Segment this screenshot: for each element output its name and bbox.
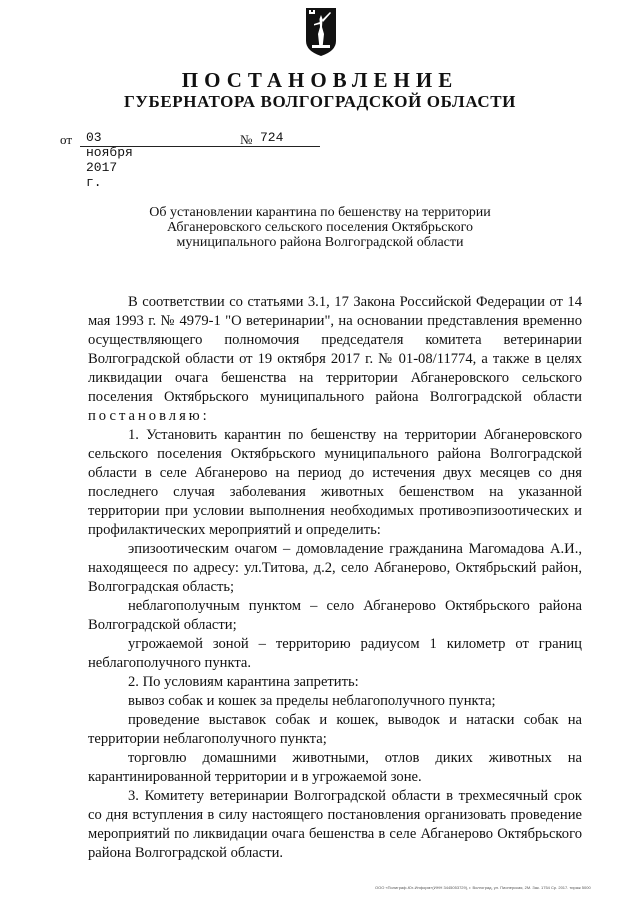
subject-line: Об установлении карантина по бешенству на территории xyxy=(149,205,491,220)
document-body xyxy=(88,293,582,863)
emblem xyxy=(305,7,337,57)
item-1-focus: эпизоотическим очагом – домовладение гражданина Магомадова А.И., находящееся по адресу: ул.Титова, д.2, село Абганерово, Октябрьский район, Волгоградская область; xyxy=(88,541,582,595)
subject-line: муниципального района Волгоградской области xyxy=(176,235,464,250)
document-subject xyxy=(120,205,520,250)
document-subtitle: ГУБЕРНАТОРА ВОЛГОГРАДСКОЙ ОБЛАСТИ xyxy=(124,92,516,111)
document-title: ПОСТАНОВЛЕНИЕ xyxy=(181,68,459,92)
item-1-threat-zone: угрожаемой зоной – территорию радиусом 1 километр от границ неблагополучного пункта. xyxy=(88,636,582,671)
date-value: 03 ноября 2017 г. xyxy=(86,130,133,190)
item-1-unsafe-point: неблагополучным пунктом – село Абганерово Октябрьского района Волгоградской области; xyxy=(88,598,582,633)
number-value: 724 xyxy=(260,130,284,145)
preamble-text: В соответствии со статьями 3.1, 17 Закона Российской Федерации от 14 мая 1993 г. № 4979-1 "О ветеринарии", на основании представления временно осуществляющего полномочия председателя комитета ветеринарии Волгоградской области от 19 октября 2017 г. № 01-08/11774, а также в целях ликвидации очага бешенства на территории Абганеровского сельского поселения Октябрьского муниципального района Волгоградской области xyxy=(88,294,582,405)
number-underline xyxy=(256,146,320,147)
item-2: 2. По условиям карантина запретить: xyxy=(128,674,359,690)
resolve-word: постановляю: xyxy=(88,408,210,424)
print-imprint: ООО «Полиграф-Юг-Информ»(ИНН 3445053729), г. Волгоград, ул. Пионерская, 2М. Зак. 1754 Ср. 2017. тираж 5000 xyxy=(375,885,591,890)
subject-line: Абганеровского сельского поселения Октябрьского xyxy=(167,220,473,235)
volgograd-coat-of-arms-icon xyxy=(305,7,337,57)
item-3: 3. Комитету ветеринарии Волгоградской области в трехмесячный срок со дня вступления в силу настоящего постановления организовать проведение мероприятий по ликвидации очага бешенства в селе Абганерово Октябрьского района Волгоградской области. xyxy=(88,788,582,861)
item-2-export-ban: вывоз собак и кошек за пределы неблагополучного пункта; xyxy=(128,693,496,709)
item-2-exhibition-ban: проведение выставок собак и кошек, выводок и натаски собак на территории неблагополучного пункта; xyxy=(88,712,582,747)
item-1: 1. Установить карантин по бешенству на территории Абганеровского сельского поселения Октябрьского муниципального района Волгоградской области в селе Абганерово на период до истечения двух месяцев со дня последнего случая заболевания животных бешенством на указанной территории при условии выполнения необходимых противоэпизоотических и профилактических мероприятий и определить: xyxy=(88,427,582,538)
date-label: от xyxy=(60,132,73,147)
item-2-trade-ban: торговлю домашними животными, отлов диких животных на карантинированной территории и в угрожаемой зоне. xyxy=(88,750,582,785)
number-label: № xyxy=(240,132,253,147)
preamble-paragraph xyxy=(88,293,582,426)
